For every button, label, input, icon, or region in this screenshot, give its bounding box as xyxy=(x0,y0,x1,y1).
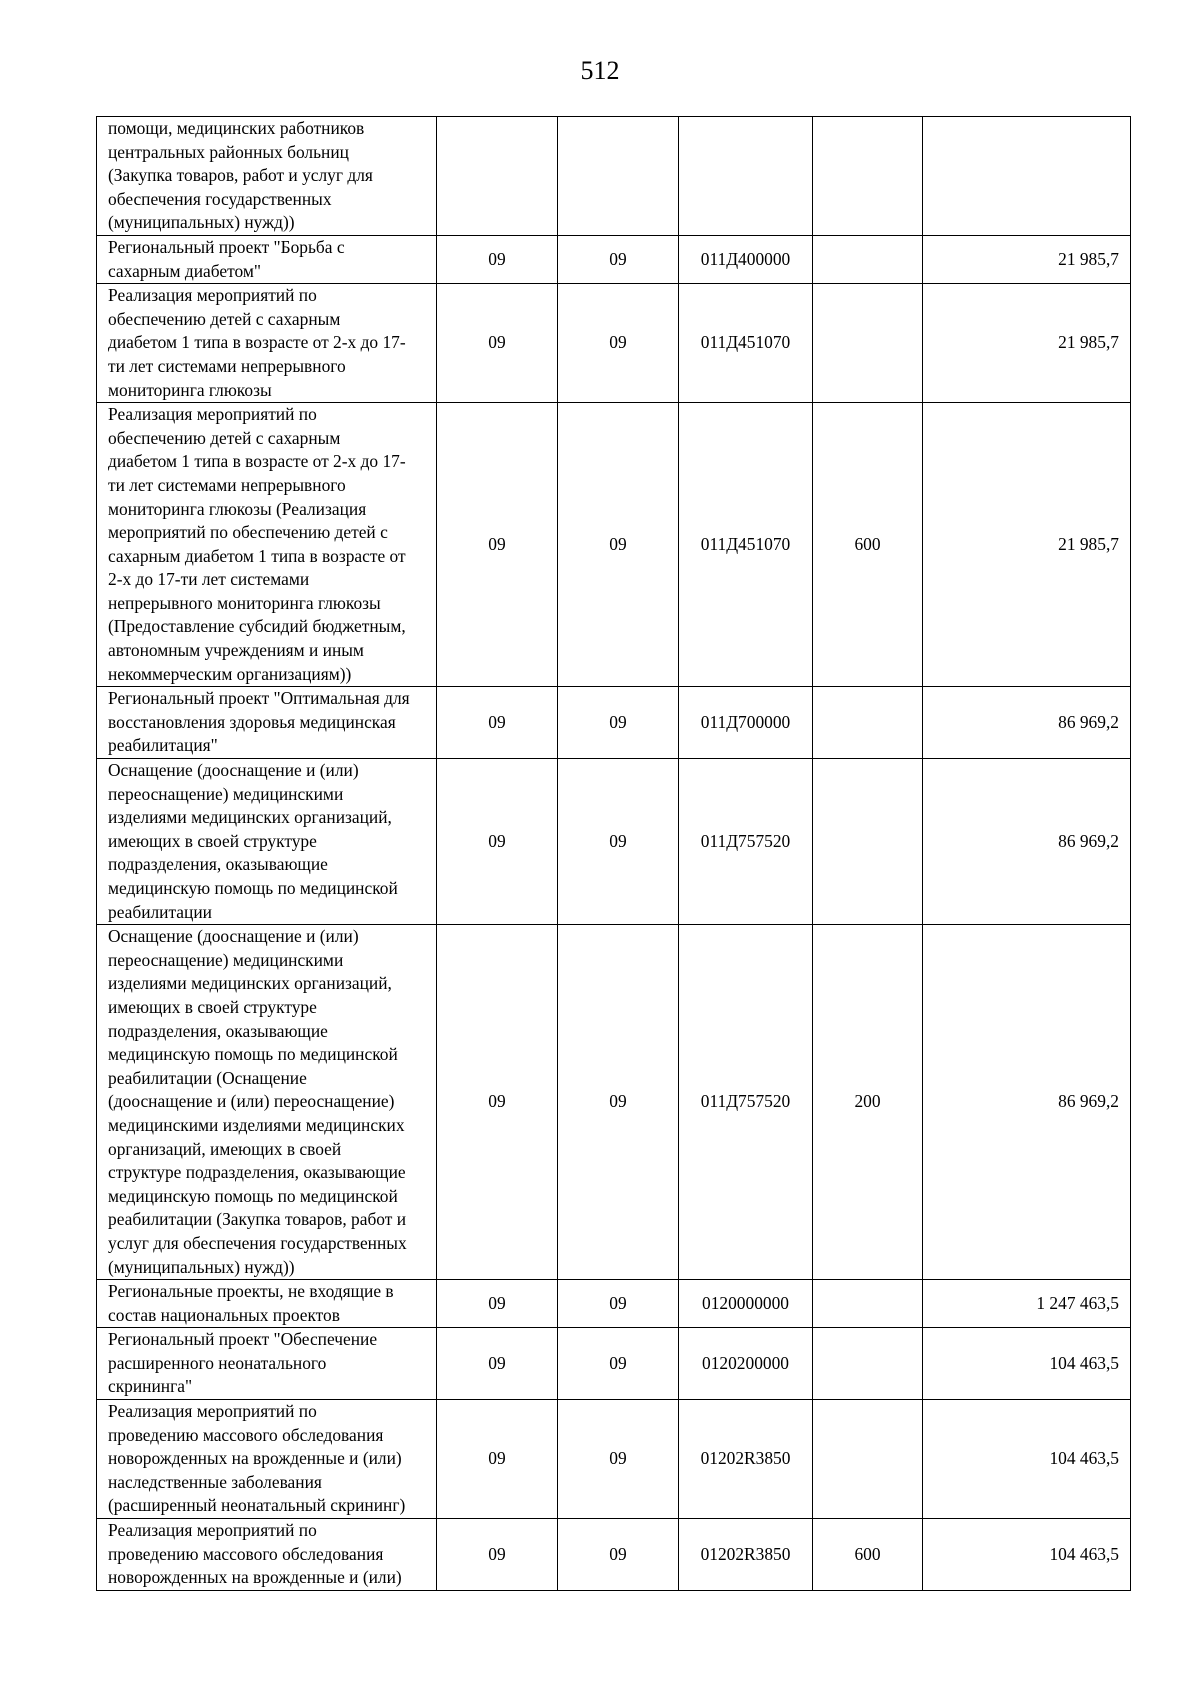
expense-name-cell xyxy=(97,284,437,403)
subsection-code-cell xyxy=(558,1280,679,1328)
section-code-cell xyxy=(437,117,558,236)
page-number: 512 xyxy=(580,56,620,85)
target-article-code-cell xyxy=(679,1400,813,1519)
amount: 86 969,2 xyxy=(1058,711,1119,732)
target-article-code-cell xyxy=(679,1280,813,1328)
amount-cell xyxy=(923,1519,1131,1591)
table-row xyxy=(97,117,1131,236)
budget-table xyxy=(96,116,1131,1591)
subsection-code-cell xyxy=(558,1519,679,1591)
section-code-cell xyxy=(437,403,558,687)
table-row xyxy=(97,1328,1131,1400)
section-code: 09 xyxy=(488,332,506,353)
subsection-code-cell xyxy=(558,1328,679,1400)
amount: 104 463,5 xyxy=(1049,1352,1119,1373)
amount: 104 463,5 xyxy=(1049,1448,1119,1469)
section-code: 09 xyxy=(488,1352,506,1373)
table-row xyxy=(97,1519,1131,1591)
amount-cell xyxy=(923,284,1131,403)
expense-name-cell xyxy=(97,759,437,925)
amount-cell xyxy=(923,1280,1131,1328)
expense-type-code: 600 xyxy=(854,1543,881,1564)
expense-type-code-cell xyxy=(813,284,923,403)
section-code: 09 xyxy=(488,1091,506,1112)
subsection-code: 09 xyxy=(609,1091,627,1112)
amount-cell xyxy=(923,759,1131,925)
subsection-code-cell xyxy=(558,403,679,687)
target-article-code: 01202R3850 xyxy=(700,1448,791,1469)
target-article-code-cell xyxy=(679,1519,813,1591)
table-row xyxy=(97,1280,1131,1328)
expense-type-code-cell xyxy=(813,1280,923,1328)
amount: 104 463,5 xyxy=(1049,1543,1119,1564)
table-body xyxy=(97,117,1131,1591)
target-article-code-cell xyxy=(679,403,813,687)
expense-name: Реализация мероприятий по проведению массового обследования новорожденных на врожденные и (или) наследственные заболевания (расширенный неонатальный скрининг) xyxy=(108,1401,406,1516)
expense-type-code-cell xyxy=(813,403,923,687)
amount: 1 247 463,5 xyxy=(1036,1292,1119,1313)
amount-cell xyxy=(923,687,1131,759)
expense-type-code-cell xyxy=(813,759,923,925)
amount-cell xyxy=(923,1328,1131,1400)
target-article-code-cell xyxy=(679,687,813,759)
expense-name: Региональный проект "Оптимальная для восстановления здоровья медицинская реабилитация" xyxy=(108,688,410,756)
section-code-cell xyxy=(437,759,558,925)
target-article-code-cell xyxy=(679,117,813,236)
section-code-cell xyxy=(437,1280,558,1328)
section-code: 09 xyxy=(488,830,506,851)
table-row xyxy=(97,284,1131,403)
amount: 21 985,7 xyxy=(1058,248,1119,269)
target-article-code-cell xyxy=(679,1328,813,1400)
subsection-code-cell xyxy=(558,925,679,1280)
subsection-code: 09 xyxy=(609,1352,627,1373)
expense-name: Региональный проект "Борьба с сахарным диабетом" xyxy=(108,236,345,281)
target-article-code: 011Д757520 xyxy=(700,1091,791,1112)
expense-name: Региональные проекты, не входящие в состав национальных проектов xyxy=(108,1281,394,1325)
expense-name: помощи, медицинских работников центральных районных больниц (Закупка товаров, работ и услуг для обеспечения государственных (муниципальных) нужд)) xyxy=(108,118,373,233)
amount-cell xyxy=(923,403,1131,687)
section-code-cell xyxy=(437,1519,558,1591)
subsection-code: 09 xyxy=(609,1292,627,1313)
expense-name-cell xyxy=(97,925,437,1280)
target-article-code-cell xyxy=(679,284,813,403)
table-row xyxy=(97,235,1131,283)
target-article-code-cell xyxy=(679,235,813,283)
expense-name-cell xyxy=(97,1519,437,1591)
expense-name-cell xyxy=(97,1280,437,1328)
expense-name: Оснащение (дооснащение и (или) переоснащение) медицинскими изделиями медицинских организаций, имеющих в своей структуре подразделения, оказывающие медицинскую помощь по медицинской реабилитации (Оснащение (дооснащение и (или) переоснащение) медицинскими изделиями медицинских организаций, имеющих в своей структуре подразделения, оказывающие медицинскую помощь по медицинской реабилитации (Закупка товаров, работ и услуг для обеспечения государственных (муниципальных) нужд)) xyxy=(108,926,407,1277)
expense-name-cell xyxy=(97,403,437,687)
target-article-code-cell xyxy=(679,925,813,1280)
table-row xyxy=(97,759,1131,925)
target-article-code: 0120200000 xyxy=(702,1352,789,1373)
subsection-code: 09 xyxy=(609,830,627,851)
section-code: 09 xyxy=(488,1292,506,1313)
section-code: 09 xyxy=(488,248,506,269)
subsection-code-cell xyxy=(558,117,679,236)
expense-name: Реализация мероприятий по обеспечению детей с сахарным диабетом 1 типа в возрасте от 2-х до 17- ти лет системами непрерывного мониторинга глюкозы (Реализация мероприятий по обеспечению детей с сахарным диабетом 1 типа в возрасте от 2-х до 17-ти лет системами непрерывного мониторинга глюкозы (Предоставление субсидий бюджетным, автономным учреждениям и иным некоммерческим организациям)) xyxy=(108,404,406,684)
expense-name: Реализация мероприятий по обеспечению детей с сахарным диабетом 1 типа в возрасте от 2-х до 17- ти лет системами непрерывного мониторинга глюкозы xyxy=(108,285,406,400)
target-article-code: 01202R3850 xyxy=(700,1543,791,1564)
section-code: 09 xyxy=(488,1448,506,1469)
expense-type-code: 200 xyxy=(854,1091,881,1112)
section-code-cell xyxy=(437,1400,558,1519)
section-code: 09 xyxy=(488,533,506,554)
table-row xyxy=(97,925,1131,1280)
subsection-code-cell xyxy=(558,759,679,925)
expense-name-cell xyxy=(97,117,437,236)
table-row xyxy=(97,403,1131,687)
expense-type-code-cell xyxy=(813,1328,923,1400)
target-article-code: 011Д757520 xyxy=(700,830,791,851)
target-article-code: 0120000000 xyxy=(702,1292,789,1313)
section-code: 09 xyxy=(488,1543,506,1564)
subsection-code-cell xyxy=(558,284,679,403)
subsection-code: 09 xyxy=(609,1448,627,1469)
section-code-cell xyxy=(437,925,558,1280)
expense-type-code: 600 xyxy=(854,533,881,554)
expense-name-cell xyxy=(97,1400,437,1519)
subsection-code-cell xyxy=(558,235,679,283)
expense-name: Оснащение (дооснащение и (или) переоснащение) медицинскими изделиями медицинских организаций, имеющих в своей структуре подразделения, оказывающие медицинскую помощь по медицинской реабилитации xyxy=(108,760,398,922)
subsection-code: 09 xyxy=(609,248,627,269)
expense-type-code-cell xyxy=(813,1519,923,1591)
target-article-code: 011Д400000 xyxy=(700,248,791,269)
amount: 21 985,7 xyxy=(1058,332,1119,353)
subsection-code: 09 xyxy=(609,1543,627,1564)
section-code-cell xyxy=(437,687,558,759)
expense-type-code-cell xyxy=(813,235,923,283)
expense-type-code-cell xyxy=(813,925,923,1280)
expense-name-cell xyxy=(97,687,437,759)
amount-cell xyxy=(923,117,1131,236)
section-code-cell xyxy=(437,235,558,283)
expense-name-cell xyxy=(97,235,437,283)
section-code: 09 xyxy=(488,711,506,732)
expense-name: Реализация мероприятий по проведению массового обследования новорожденных на врожденные и (или) xyxy=(108,1520,402,1588)
target-article-code: 011Д451070 xyxy=(700,332,791,353)
section-code-cell xyxy=(437,284,558,403)
expense-name: Региональный проект "Обеспечение расширенного неонатального скрининга" xyxy=(108,1329,378,1397)
target-article-code: 011Д451070 xyxy=(700,533,791,554)
subsection-code: 09 xyxy=(609,533,627,554)
section-code-cell xyxy=(437,1328,558,1400)
expense-type-code-cell xyxy=(813,687,923,759)
table-row xyxy=(97,1400,1131,1519)
target-article-code: 011Д700000 xyxy=(700,711,791,732)
amount-cell xyxy=(923,235,1131,283)
subsection-code-cell xyxy=(558,687,679,759)
amount-cell xyxy=(923,925,1131,1280)
amount: 21 985,7 xyxy=(1058,533,1119,554)
amount: 86 969,2 xyxy=(1058,830,1119,851)
subsection-code: 09 xyxy=(609,711,627,732)
expense-type-code-cell xyxy=(813,117,923,236)
target-article-code-cell xyxy=(679,759,813,925)
subsection-code: 09 xyxy=(609,332,627,353)
subsection-code-cell xyxy=(558,1400,679,1519)
amount-cell xyxy=(923,1400,1131,1519)
table-row xyxy=(97,687,1131,759)
expense-name-cell xyxy=(97,1328,437,1400)
expense-type-code-cell xyxy=(813,1400,923,1519)
amount: 86 969,2 xyxy=(1058,1091,1119,1112)
